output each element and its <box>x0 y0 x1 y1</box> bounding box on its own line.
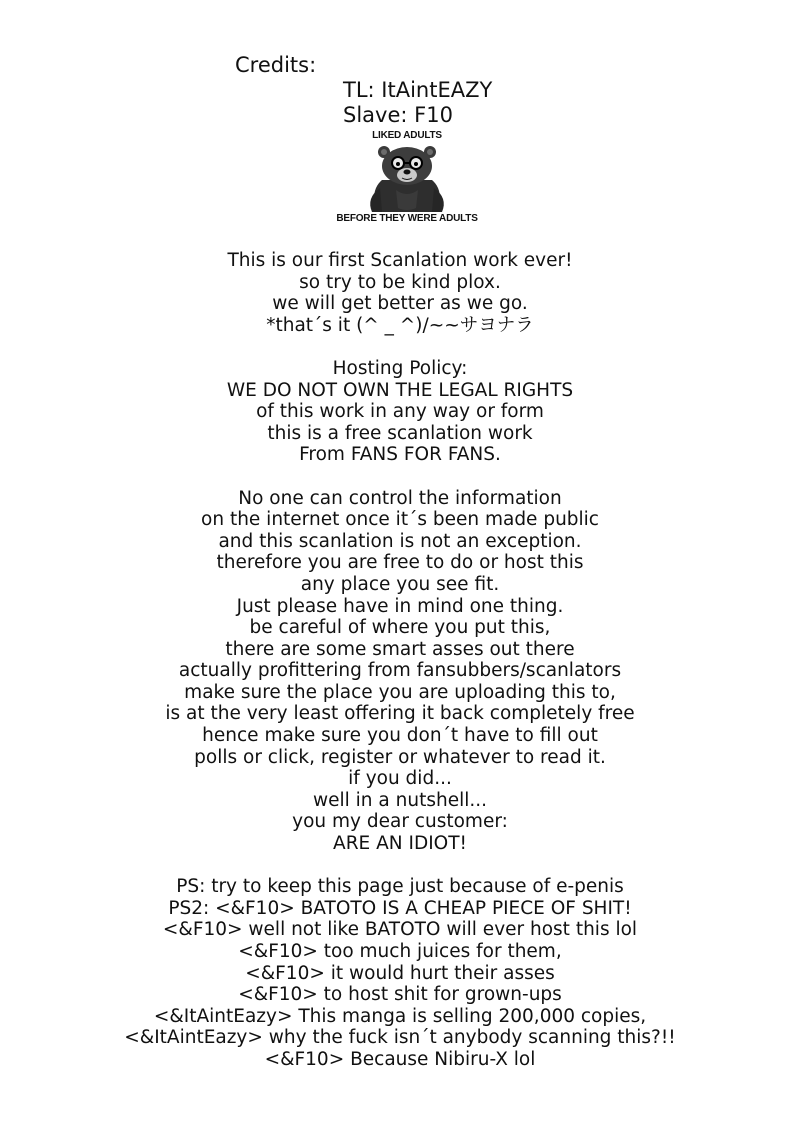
notice-line: is at the very least offering it back completely free <box>165 703 635 725</box>
postscript-line: <&F10> well not like BATOTO will ever host this lol <box>162 919 638 941</box>
notice-line: hence make sure you don´t have to fill out <box>202 725 598 747</box>
postscript-line: <&ItAintEazy> This manga is selling 200,000 copies, <box>153 1005 647 1027</box>
postscript-line: PS2: <&F10> BATOTO IS A CHEAP PIECE OF SHIT! <box>168 897 632 919</box>
notice-line: polls or click, register or whatever to read it. <box>194 746 606 768</box>
credit-translator: TL: ItAintEAZY <box>343 78 493 102</box>
meme-bottom-text: BEFORE THEY WERE ADULTS <box>336 213 478 224</box>
notice-line: any place you see fit. <box>300 573 500 595</box>
intro-line: *that´s it (^ _ ^)/~~サヨナラ <box>266 314 534 336</box>
paragraph-gap <box>0 855 800 877</box>
notice-line: and this scanlation is not an exception. <box>218 530 582 552</box>
postscript-line: <&F10> Because Nibiru-X lol <box>264 1048 536 1070</box>
paragraph-gap <box>0 336 800 358</box>
postscript-line: <&F10> too much juices for them, <box>238 941 562 962</box>
intro-line: so try to be kind plox. <box>299 271 501 293</box>
credit-slave: Slave: F10 <box>343 103 453 127</box>
notice-line: Just please have in mind one thing. <box>236 595 564 617</box>
hosting-policy-line: of this work in any way or form <box>256 401 544 423</box>
notice-line: if you did... <box>348 768 452 790</box>
hosting-policy-line: From FANS FOR FANS. <box>299 444 501 466</box>
postscript-line: PS: try to keep this page just because of e-penis <box>176 876 624 898</box>
notice-line: therefore you are free to do or host this <box>216 552 584 574</box>
hosting-policy-heading: Hosting Policy: <box>332 357 468 379</box>
meme-image <box>336 128 478 232</box>
intro-line: This is our first Scanlation work ever! <box>227 250 573 271</box>
notice-line: No one can control the information <box>238 487 562 509</box>
intro-line: we will get better as we go. <box>272 293 528 315</box>
credits-heading: Credits: <box>235 53 317 77</box>
notice-line: be careful of where you put this, <box>249 617 551 639</box>
paragraph-gap <box>0 466 800 488</box>
postscript-line: <&ItAintEazy> why the fuck isn´t anybody scanning this?!! <box>124 1027 676 1049</box>
hosting-policy-line: WE DO NOT OWN THE LEGAL RIGHTS <box>226 379 574 401</box>
notice-line: there are some smart asses out there <box>225 638 575 660</box>
postscript-line: <&F10> it would hurt their asses <box>245 962 555 984</box>
notice-line: you my dear customer: <box>292 811 508 833</box>
notice-body <box>0 250 800 1071</box>
meme-top-text: LIKED ADULTS <box>372 130 442 141</box>
postscript-line: <&F10> to host shit for grown-ups <box>238 984 562 1006</box>
notice-line: on the internet once it´s been made public <box>201 509 599 531</box>
hosting-policy-line: this is a free scanlation work <box>267 422 533 444</box>
notice-line: make sure the place you are uploading this to, <box>184 681 616 703</box>
notice-line: actually profittering from fansubbers/scanlators <box>178 660 622 682</box>
notice-line: well in a nutshell... <box>312 789 487 811</box>
notice-line: ARE AN IDIOT! <box>333 833 467 855</box>
